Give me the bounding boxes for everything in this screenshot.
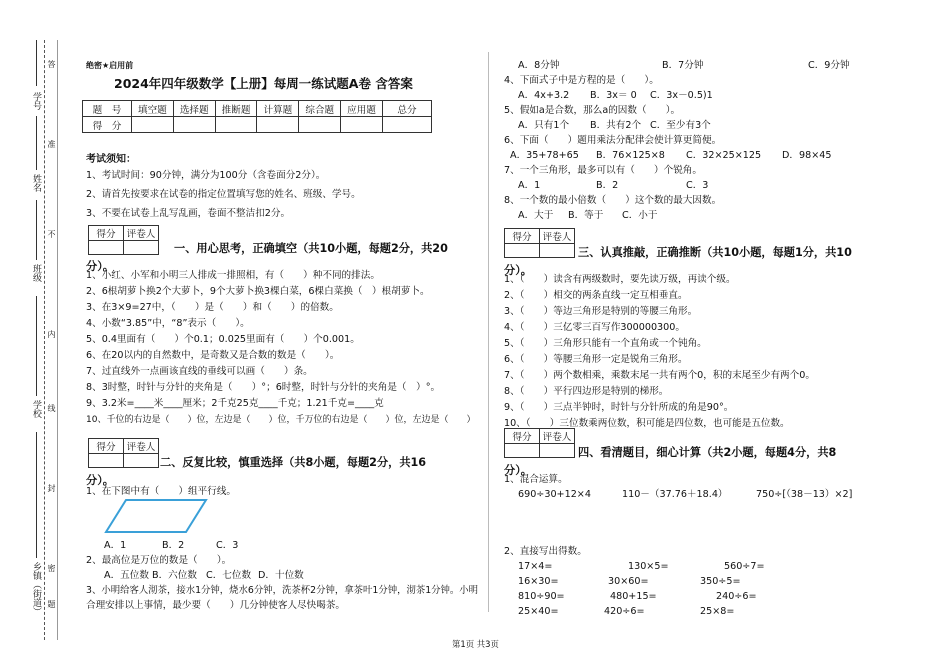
township-label: 乡镇（街道）: [31, 562, 41, 616]
mental-item: 16×30=: [518, 576, 559, 587]
fill-question: 3、在3×9=27中，（ ）是（ ）和（ ）的倍数。: [86, 302, 339, 313]
mental-item: 25×40=: [518, 606, 559, 617]
choice-option: B．2: [596, 180, 619, 191]
choice-question: 4、下面式子中是方程的是（ ）。: [504, 75, 659, 86]
choice-option: A．1: [104, 540, 127, 551]
choice-option: D．98×45: [782, 150, 832, 161]
grader-label: 评卷人: [540, 229, 575, 244]
grader-box: [88, 438, 159, 468]
cut-mark: 封: [47, 484, 56, 492]
score-cell[interactable]: [383, 117, 432, 133]
grader-cell[interactable]: [540, 444, 575, 458]
page-footer: 第1页 共3页: [452, 639, 499, 649]
page-title: 2024年四年级数学【上册】每周一练试题A卷 含答案: [114, 76, 413, 91]
choice-option: A．4x+3.2: [518, 90, 570, 101]
mental-item: 240÷6=: [716, 591, 757, 602]
score-table-header: 推断题: [215, 101, 257, 117]
section2-title: 二、反复比较，慎重选择（共8小题，每题2分，共16: [160, 456, 427, 469]
fill-question: 9、3.2米=____米____厘米；2千克25克____千克；1.21千克=____克: [86, 398, 384, 409]
choice-option: D．十位数: [258, 570, 304, 581]
binding-line: [44, 40, 45, 640]
mental-item: 810÷90=: [518, 591, 565, 602]
judge-question: 1、（ ）读含有两级数时，要先读万级，再读个级。: [504, 274, 736, 285]
choice-option: B．六位数: [152, 570, 197, 581]
judge-question: 4、（ ）三亿零三百写作300000300。: [504, 322, 685, 333]
judge-question: 2、（ ）相交的两条直线一定互相垂直。: [504, 290, 688, 301]
score-cell[interactable]: [341, 117, 383, 133]
fill-question: 5、0.4里面有（ ）个0.1；0.025里面有（ ）个0.001。: [86, 334, 360, 345]
score-table: [82, 100, 432, 133]
score-row-label: 得 分: [83, 117, 132, 133]
choice-option: C．3: [686, 180, 709, 191]
fill-question: 2、6根胡萝卜换2个大萝卜，9个大萝卜换3棵白菜，6棵白菜换（ ）根胡萝卜。: [86, 286, 430, 297]
notice-item: 3、不要在试卷上乱写乱画，卷面不整洁扣2分。: [86, 208, 291, 219]
choice-question: 1、在下图中有（ ）组平行线。: [86, 486, 237, 497]
mental-item: 17×4=: [518, 561, 553, 572]
choice-option: A．五位数: [104, 570, 149, 581]
calc-question: 2、直接写出得数。: [504, 546, 587, 557]
fill-question: 10、千位的右边是（ ）位，左边是（ ）位，千万位的右边是（ ）位，左边是（ ）: [86, 415, 476, 425]
class-line[interactable]: [36, 200, 37, 260]
score-table-header: 总分: [383, 101, 432, 117]
choice-option: B．等于: [568, 210, 604, 221]
school-line[interactable]: [36, 296, 37, 396]
name-label: 姓名: [31, 174, 41, 192]
choice-option: A．大于: [518, 210, 554, 221]
name-line[interactable]: [36, 116, 37, 170]
score-table-header: 选择题: [173, 101, 215, 117]
choice-option: A．1: [518, 180, 541, 191]
choice-option: C．七位数: [206, 570, 252, 581]
cut-mark: 密: [47, 564, 56, 572]
fill-question: 6、在20以内的自然数中，是奇数又是合数的数是（ ）。: [86, 350, 340, 361]
mental-item: 480+15=: [610, 591, 657, 602]
choice-question: 5、假如a是合数，那么a的因数（ ）。: [504, 105, 681, 116]
choice-question: 6、下面（ ）题用乘法分配律会使计算更简便。: [504, 135, 722, 146]
mental-item: 560÷7=: [724, 561, 765, 572]
section4-title-cont: 分）。: [504, 464, 532, 477]
cut-mark: 题: [47, 600, 56, 608]
choice-option: C．小于: [622, 210, 658, 221]
fill-question: 4、小数“3.85”中，“8”表示（ ）。: [86, 318, 250, 329]
column-divider: [488, 52, 489, 612]
notice-item: 1、考试时间：90分钟，满分为100分（含卷面分2分）。: [86, 170, 326, 181]
binding-line-solid: [57, 40, 58, 640]
section3-title: 三、认真推敲，正确推断（共10小题，每题1分，共10: [578, 246, 852, 259]
cut-mark: 内: [47, 330, 56, 338]
score-cell[interactable]: [132, 117, 174, 133]
judge-question: 10、（ ）三位数乘两位数，积可能是四位数，也可能是五位数。: [504, 418, 790, 429]
judge-question: 9、（ ）三点半钟时，时针与分针所成的角是90°。: [504, 402, 734, 413]
judge-question: 8、（ ）平行四边形是特别的梯形。: [504, 386, 669, 397]
township-line[interactable]: [36, 432, 37, 558]
score-cell[interactable]: [173, 117, 215, 133]
section1-title: 一、用心思考，正确填空（共10小题，每题2分，共20: [174, 242, 448, 255]
judge-question: 3、（ ）等边三角形是特别的等腰三角形。: [504, 306, 698, 317]
judge-question: 7、（ ）两个数相乘，乘数末尾一共有两个0，积的末尾至少有两个0。: [504, 370, 815, 381]
mental-item: 25×8=: [700, 606, 735, 617]
score-cell[interactable]: [257, 117, 299, 133]
grader-cell[interactable]: [89, 241, 124, 255]
score-table-header: 题 号: [83, 101, 132, 117]
grader-cell[interactable]: [89, 454, 124, 468]
choice-question: 3、小明给客人沏茶，接水1分钟，烧水6分钟，洗茶杯2分钟，拿茶叶1分钟，沏茶1分钟。小明: [86, 585, 479, 596]
school-label: 学校: [31, 400, 41, 418]
grader-cell[interactable]: [505, 244, 540, 258]
choice-option: C．9分钟: [808, 60, 850, 71]
choice-option: C．3: [216, 540, 239, 551]
calc-item: 110－（37.76＋18.4）: [622, 489, 728, 500]
fill-question: 7、过直线外一点画该直线的垂线可以画（ ）条。: [86, 366, 313, 377]
parallelogram-figure: [104, 498, 208, 536]
section3-title-cont: 分）。: [504, 264, 532, 277]
calc-item: 750÷[（38－13）×2]: [756, 489, 853, 500]
cut-mark: 答: [47, 60, 56, 68]
mental-item: 350÷5=: [700, 576, 741, 587]
secret-mark: 绝密★启用前: [86, 61, 134, 70]
grader-box: [504, 428, 575, 458]
choice-option: C．3x－0.5)1: [650, 90, 713, 101]
choice-question: 2、最高位是万位的数是（ ）。: [86, 555, 232, 566]
score-table-header: 应用题: [341, 101, 383, 117]
choice-option: B．7分钟: [662, 60, 704, 71]
grader-cell[interactable]: [540, 244, 575, 258]
grader-cell[interactable]: [505, 444, 540, 458]
notice-item: 2、请首先按要求在试卷的指定位置填写您的姓名、班级、学号。: [86, 189, 361, 200]
section1-title-cont: 分）。: [86, 260, 114, 273]
grader-cell[interactable]: [124, 454, 159, 468]
fill-question: 8、3时整，时针与分针的夹角是（ ）°；6时整，时针与分针的夹角是（ ）°。: [86, 382, 441, 393]
choice-option: C．至少有3个: [650, 120, 711, 131]
mental-item: 420÷6=: [604, 606, 645, 617]
choice-option: B．共有2个: [590, 120, 642, 131]
grader-box: [88, 225, 159, 255]
cut-mark: 线: [47, 404, 56, 412]
student-id-label: 学号: [31, 92, 41, 110]
grader-label: 得分: [89, 439, 124, 454]
choice-option: B．3x＝ 0: [590, 90, 637, 101]
score-table-header: 综合题: [299, 101, 341, 117]
fill-question: 1、小红、小军和小明三人排成一排照相，有（ ）种不同的排法。: [86, 270, 380, 281]
student-id-line[interactable]: [36, 40, 37, 86]
choice-option: B．2: [162, 540, 185, 551]
judge-question: 6、（ ）等腰三角形一定是锐角三角形。: [504, 354, 688, 365]
choice-question: 合理安排以上事情，最少要（ ）几分钟使客人尽快喝茶。: [86, 600, 346, 611]
judge-question: 5、（ ）三角形只能有一个直角或一个钝角。: [504, 338, 707, 349]
cut-mark: 准: [47, 140, 56, 148]
section4-title: 四、看清题目，细心计算（共2小题，每题4分，共8: [578, 446, 837, 459]
choice-option: A．只有1个: [518, 120, 570, 131]
grader-cell[interactable]: [124, 241, 159, 255]
section2-title-cont: 分）。: [86, 474, 114, 487]
score-cell[interactable]: [299, 117, 341, 133]
notice-heading: 考试须知：: [86, 154, 136, 165]
choice-option: A．8分钟: [518, 60, 560, 71]
parallelogram-shape: [106, 500, 206, 532]
grader-label: 评卷人: [124, 226, 159, 241]
score-cell[interactable]: [215, 117, 257, 133]
choice-option: A．35+78+65: [510, 150, 579, 161]
class-label: 班级: [31, 264, 41, 282]
mental-item: 130×5=: [628, 561, 669, 572]
choice-option: C．32×25×125: [686, 150, 762, 161]
grader-label: 评卷人: [540, 429, 575, 444]
score-table-header: 填空题: [132, 101, 174, 117]
mental-item: 30×60=: [608, 576, 649, 587]
grader-label: 评卷人: [124, 439, 159, 454]
grader-label: 得分: [505, 429, 540, 444]
grader-box: [504, 228, 575, 258]
choice-question: 7、一个三角形，最多可以有（ ）个锐角。: [504, 165, 702, 176]
calc-item: 690÷30+12×4: [518, 489, 591, 500]
grader-label: 得分: [505, 229, 540, 244]
score-table-header: 计算题: [257, 101, 299, 117]
grader-label: 得分: [89, 226, 124, 241]
choice-question: 8、一个数的最小倍数（ ）这个数的最大因数。: [504, 195, 722, 206]
choice-option: B．76×125×8: [596, 150, 665, 161]
calc-question: 1、混合运算。: [504, 474, 568, 485]
cut-mark: 不: [47, 230, 56, 238]
